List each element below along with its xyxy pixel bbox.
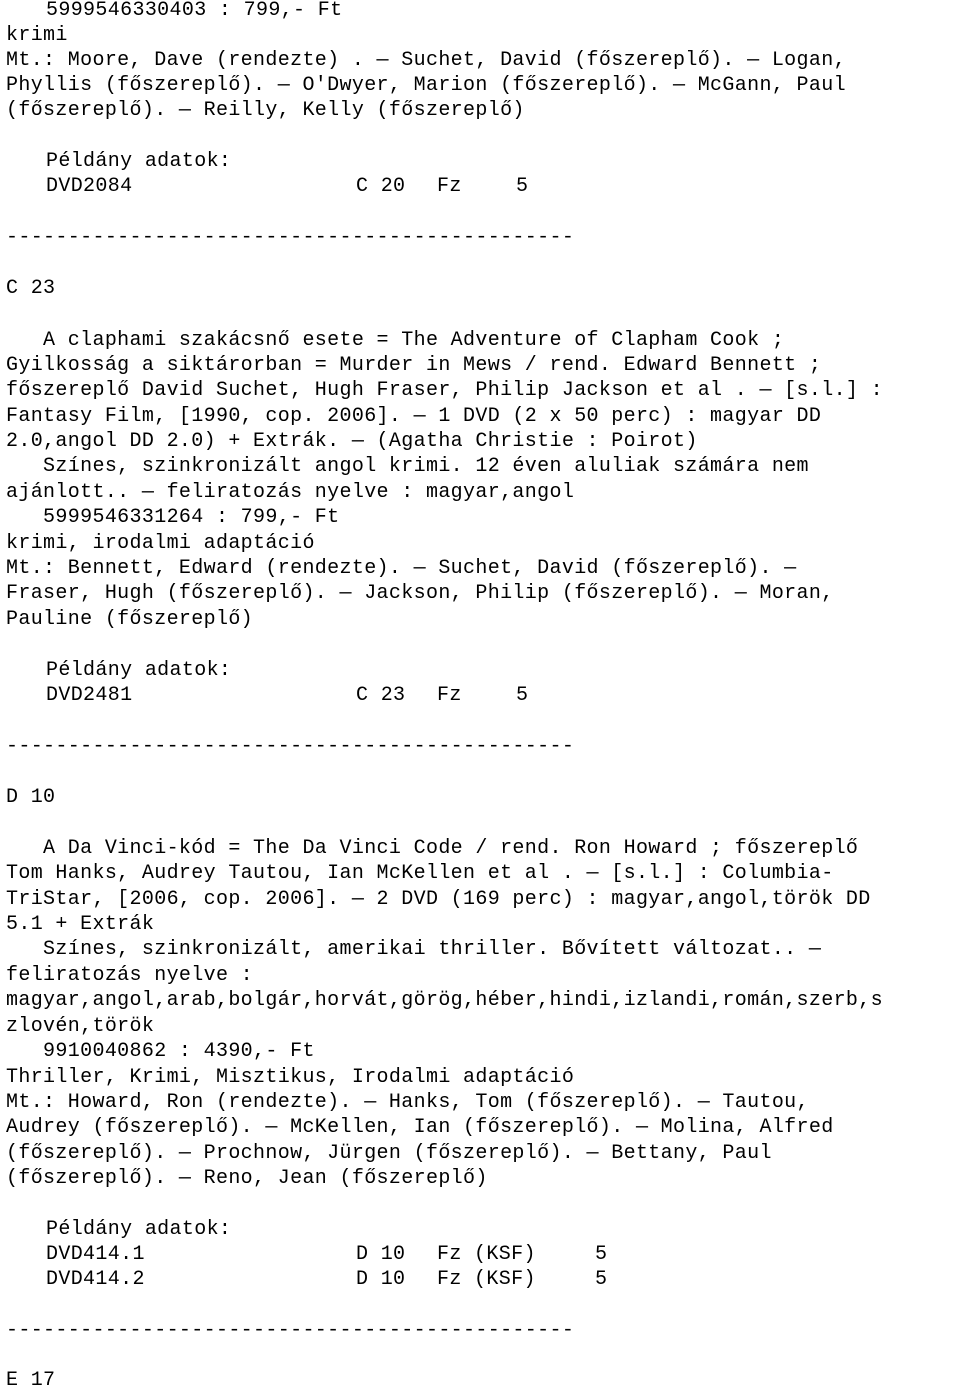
entry-desc-line: A claphami szakácsnő esete = The Adventure of Clapham Cook ; bbox=[6, 329, 785, 352]
copy-loc: Fz bbox=[437, 684, 462, 707]
entry-desc-line: Színes, szinkronizált, amerikai thriller. Bővített változat.. — bbox=[6, 938, 822, 961]
prev-copies-label: Példány adatok: bbox=[46, 150, 232, 173]
copy-loc: Fz (KSF) bbox=[437, 1268, 536, 1291]
copy-count: 5 bbox=[516, 684, 529, 707]
copy-id: DVD414.2 bbox=[46, 1268, 145, 1291]
copy-count: 5 bbox=[516, 175, 529, 198]
copy-call: D 10 bbox=[356, 1268, 406, 1291]
entry-desc-line: TriStar, [2006, cop. 2006]. — 2 DVD (169 perc) : magyar,angol,török DD bbox=[6, 888, 871, 911]
entry-desc-line: ajánlott.. — feliratozás nyelve : magyar,angol bbox=[6, 481, 575, 504]
entry-desc-line: A Da Vinci-kód = The Da Vinci Code / rend. Ron Howard ; főszereplő bbox=[6, 837, 859, 860]
entry-desc-line: 2.0,angol DD 2.0) + Extrák. — (Agatha Christie : Poirot) bbox=[6, 430, 698, 453]
entry-desc-line: Fantasy Film, [1990, cop. 2006]. — 1 DVD (2 x 50 perc) : magyar DD bbox=[6, 405, 822, 428]
entry-desc-line: Thriller, Krimi, Misztikus, Irodalmi adaptáció bbox=[6, 1066, 575, 1089]
entry-desc-line: zlovén,török bbox=[6, 1015, 155, 1038]
copy-call: D 10 bbox=[356, 1243, 406, 1266]
entry-desc-line: főszereplő David Suchet, Hugh Fraser, Philip Jackson et al . — [s.l.] : bbox=[6, 379, 883, 402]
prev-genre: krimi bbox=[6, 24, 68, 47]
copy-call: C 20 bbox=[356, 175, 406, 198]
entry-code: E 17 bbox=[6, 1369, 56, 1392]
entry-desc-line: Pauline (főszereplő) bbox=[6, 608, 254, 631]
entry-desc-line: Mt.: Bennett, Edward (rendezte). — Suchet, David (főszereplő). — bbox=[6, 557, 797, 580]
entry-code: D 10 bbox=[6, 786, 56, 809]
entry-desc-line: 9910040862 : 4390,- Ft bbox=[6, 1040, 315, 1063]
copy-count: 5 bbox=[595, 1243, 608, 1266]
prev-credits-line: Mt.: Moore, Dave (rendezte) . — Suchet, David (főszereplő). — Logan, bbox=[6, 49, 846, 72]
prev-credits-line: Phyllis (főszereplő). — O'Dwyer, Marion (főszereplő). — McGann, Paul bbox=[6, 74, 846, 97]
separator: ---------------------------------------------- bbox=[6, 1319, 575, 1342]
entry-desc-line: (főszereplő). — Reno, Jean (főszereplő) bbox=[6, 1167, 488, 1190]
entry-desc-line: krimi, irodalmi adaptáció bbox=[6, 532, 315, 555]
copy-id: DVD2481 bbox=[46, 684, 133, 707]
entry-desc-line: Mt.: Howard, Ron (rendezte). — Hanks, Tom (főszereplő). — Tautou, bbox=[6, 1091, 809, 1114]
entry-desc-line: 5999546331264 : 799,- Ft bbox=[6, 506, 340, 529]
copy-id: DVD414.1 bbox=[46, 1243, 145, 1266]
copy-loc: Fz bbox=[437, 175, 462, 198]
separator: ---------------------------------------------- bbox=[6, 735, 575, 758]
copy-id: DVD2084 bbox=[46, 175, 133, 198]
prev-credits-line: (főszereplő). — Reilly, Kelly (főszereplő) bbox=[6, 99, 525, 122]
entry-desc-line: Gyilkosság a siktárorban = Murder in Mews / rend. Edward Bennett ; bbox=[6, 354, 822, 377]
copies-label: Példány adatok: bbox=[46, 659, 232, 682]
entry-desc-line: Fraser, Hugh (főszereplő). — Jackson, Philip (főszereplő). — Moran, bbox=[6, 582, 834, 605]
copies-label: Példány adatok: bbox=[46, 1218, 232, 1241]
entry-code: C 23 bbox=[6, 277, 56, 300]
copy-loc: Fz (KSF) bbox=[437, 1243, 536, 1266]
entry-desc-line: Tom Hanks, Audrey Tautou, Ian McKellen et al . — [s.l.] : Columbia- bbox=[6, 862, 834, 885]
entry-desc-line: Színes, szinkronizált angol krimi. 12 éven aluliak számára nem bbox=[6, 455, 809, 478]
entry-desc-line: Audrey (főszereplő). — McKellen, Ian (főszereplő). — Molina, Alfred bbox=[6, 1116, 834, 1139]
entry-desc-line: magyar,angol,arab,bolgár,horvát,görög,héber,hindi,izlandi,román,szerb,s bbox=[6, 989, 883, 1012]
prev-price: 5999546330403 : 799,- Ft bbox=[46, 0, 343, 22]
separator: ---------------------------------------------- bbox=[6, 226, 575, 249]
entry-desc-line: 5.1 + Extrák bbox=[6, 913, 155, 936]
entry-desc-line: (főszereplő). — Prochnow, Jürgen (főszereplő). — Bettany, Paul bbox=[6, 1142, 772, 1165]
copy-call: C 23 bbox=[356, 684, 406, 707]
copy-count: 5 bbox=[595, 1268, 608, 1291]
entry-desc-line: feliratozás nyelve : bbox=[6, 964, 254, 987]
